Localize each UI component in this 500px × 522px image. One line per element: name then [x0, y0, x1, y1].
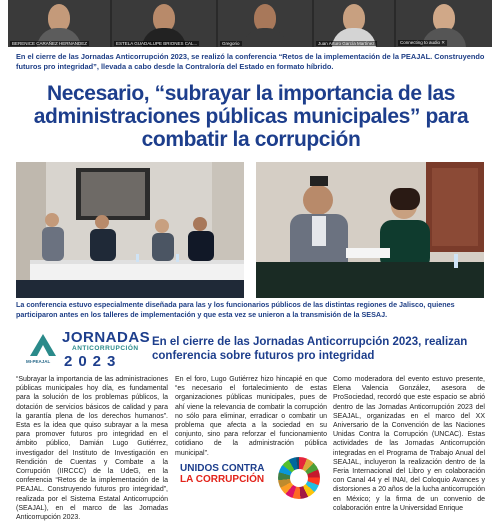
sdg-wheel-icon: [278, 457, 320, 499]
unidos-line-2: LA CORRUPCIÓN: [180, 474, 265, 485]
video-tile-3: [218, 0, 312, 47]
logo-subtitle: ANTICORRUPCIÓN: [72, 345, 139, 352]
panel-photo: [16, 162, 244, 298]
video-tile-5: [396, 0, 492, 47]
unidos-line-1: UNIDOS CONTRA: [180, 463, 265, 474]
speakers-photo-illustration: [256, 162, 484, 298]
video-tile-2: [112, 0, 216, 47]
logo-title: JORNADAS: [62, 329, 151, 346]
participant-name: Juan Arturo García Martínez: [318, 41, 375, 46]
participant-name: BERENICE CARAÑEZ HERNANDEZ: [12, 41, 88, 46]
jornadas-logo: [26, 329, 151, 377]
logo-tag: MI-PEAJAL: [26, 359, 51, 364]
unidos-contra-la-corrupcion-logo: [180, 463, 266, 499]
video-tile-4: [314, 0, 394, 47]
participant-name: Connecting to audio ✕: [400, 40, 446, 45]
logo-mark-inner: [37, 345, 49, 356]
article-subheading: En el cierre de las Jornadas Anticorrupción 2023, realizan conferencia sobre futuros pro integridad: [152, 336, 468, 362]
top-photo-caption: En el cierre de las Jornadas Anticorrupción 2023, se realizó la conferencia “Retos de la implementación de la PEAJAL. Construyendo futuros pro integridad”, llevada a cabo desde la Contraloría del Estado en formato híbrido.: [16, 52, 485, 71]
panel-photo-illustration: [16, 162, 244, 298]
video-tile-1: [8, 0, 110, 47]
speakers-photo: [256, 162, 484, 298]
article-column-2: En el foro, Lugo Gutiérrez hizo hincapié en que “es necesario el fortalecimiento de estas organizaciones públicas municipales, pues de ahí viene la relevancia de combatir la corrupción no sólo para eliminar, erradicar o combatir un problema que afecta a la sociedad en su conjunto, sino para reforzar el funcionamiento cotidiano de la administración pública municipal”.: [175, 376, 327, 457]
photo-caption: La conferencia estuvo especialmente diseñada para las y los funcionarios públicos de las distintas regiones de Jalisco, quienes participaron antes en los talleres de implementación y que esta vez se unieron a la transmisión de la SESAJ.: [16, 300, 455, 319]
participant-body: [243, 28, 287, 47]
video-call-strip: [8, 0, 492, 47]
article-column-3: Como moderadora del evento estuvo presente, Elena Valencia González, asesora de ProSociedad, recordó que este espacio se abrió dentro de las Jornadas Anticorrupción 2023 del SEAJAL, organizadas en el marco del XX Aniversario de la Convención de las Naciones Unidas Contra la Corrupción (UNCAC). Estas actividades de las Jornadas Anticorrupción integradas en el Programa de Trabajo Anual del SEAJAL, incluyeron la realización dentro de la Feria Internacional del Libro y en colaboración con Canal 44 y el INAI, del Coloquio Avances y distorsiones a 20 años de la lucha anticorrupción en México; y la firma de un convenio de colaboración entre la Universidad Enrique: [333, 376, 485, 512]
article-column-1: “Subrayar la importancia de las administraciones públicas municipales hoy día, es fundamental para la solución de los problemas públicos, la dotación de servicios básicos de calidad y para la garantía plena de los derechos humanos”. Esta es la idea que quiso subrayar a la mesa para promover futuros pro integridad en el ámbito público, Damián Lugo Gutiérrez, investigador del Instituto de Investigación en Rendición de Cuentas y Combate a la Corrupción (IIRCCC) de la UdeG, en la conferencia “Retos de la implementación de la PEAJAL. Construyendo futuros pro integridad”, realizada por el Sistema Estatal Anticorrupción (SEAJAL), en el marco de las Jornadas Anticorrupción 2023.: [16, 376, 168, 522]
article-headline: Necesario, “subrayar la importancia de las administraciones públicas municipales” para combatir la corrupción: [33, 82, 469, 151]
logo-year: 2023: [64, 353, 122, 370]
participant-name: ESTELA GUADALUPE BRIONES CAL...: [116, 41, 198, 46]
participant-name: Gregorio: [222, 41, 240, 46]
